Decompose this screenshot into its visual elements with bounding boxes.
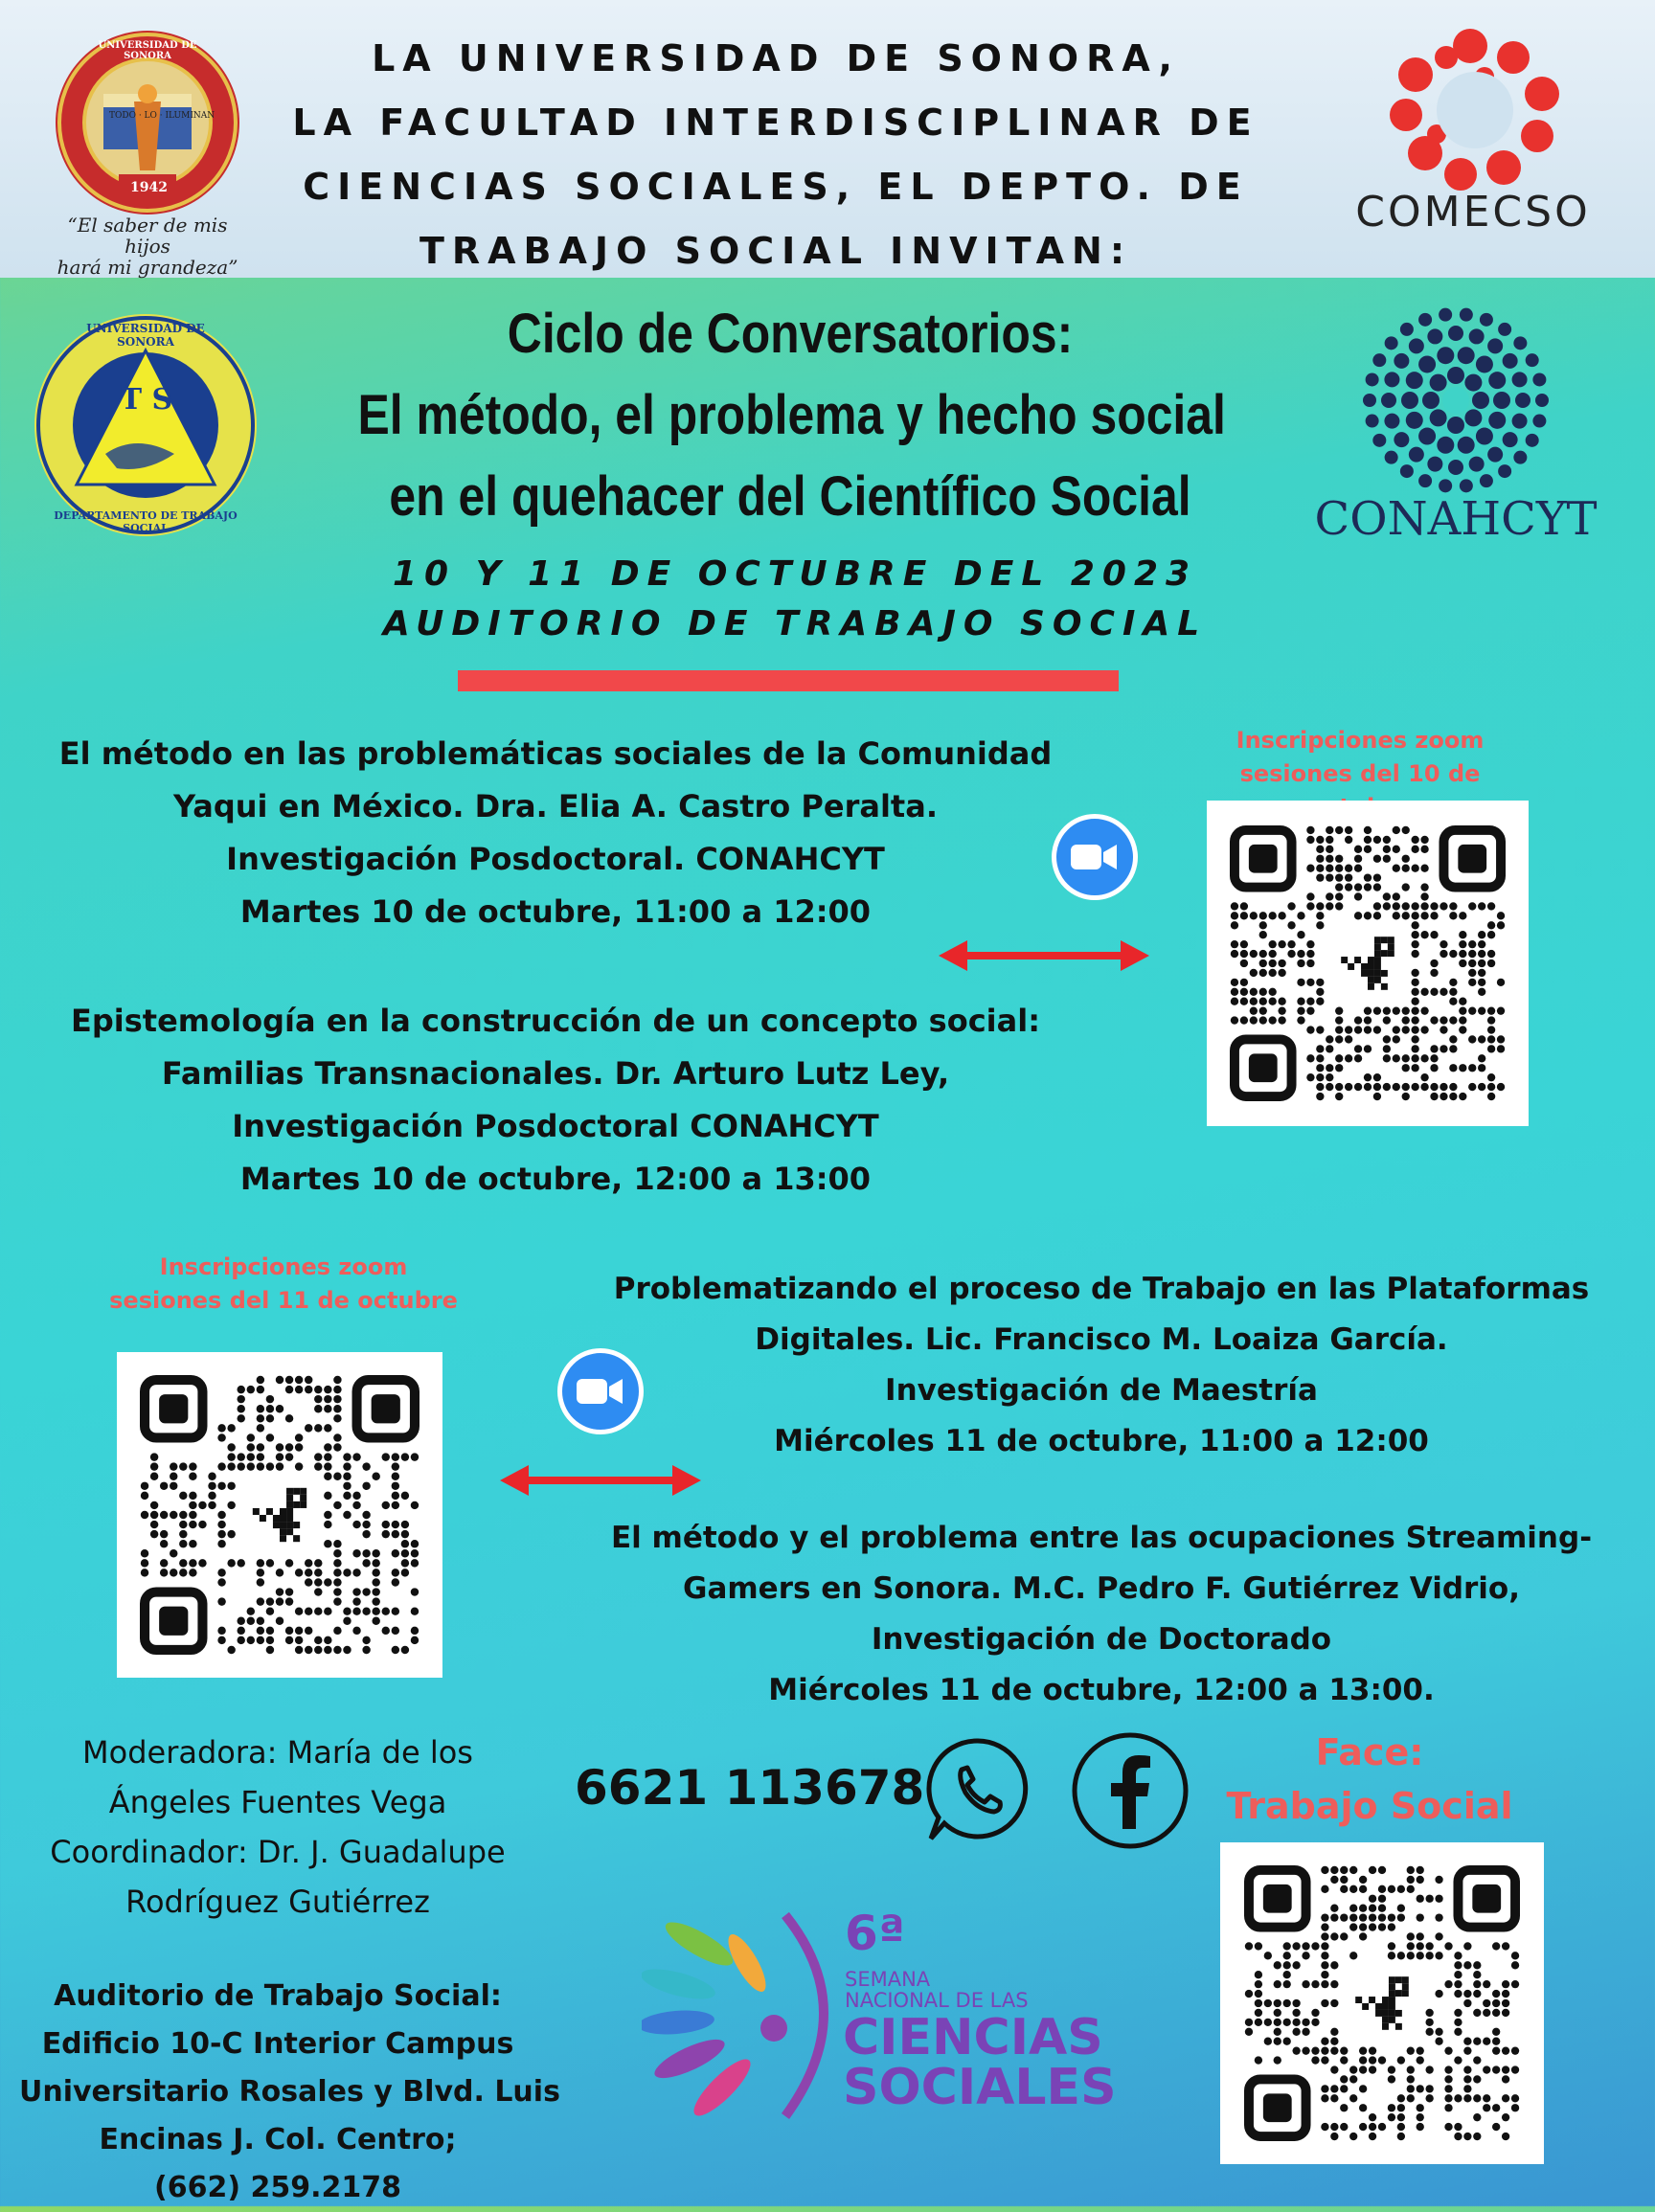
- event-title-line-3: en el quehacer del Científico Social: [389, 465, 1191, 528]
- address-line-4: Encinas J. Col. Centro;: [99, 2123, 457, 2156]
- staff-line-2: Ángeles Fuentes Vega: [108, 1784, 447, 1820]
- talk-2-line-4: Martes 10 de octubre, 12:00 a 13:00: [239, 1161, 872, 1197]
- talk-2-line-3: Investigación Posdoctoral CONAHCYT: [232, 1108, 879, 1144]
- talk-3: [575, 1264, 1628, 1467]
- comecso-swirl-icon: [1341, 19, 1599, 192]
- talk-3-line-1: Problematizando el proceso de Trabajo en las Plataformas: [613, 1272, 1590, 1306]
- dept-trabajo-social-logo: [31, 310, 261, 540]
- address-line-3: Universitario Rosales y Blvd. Luis: [19, 2075, 560, 2109]
- qr-facebook-graphic: [1220, 1842, 1544, 2164]
- qr-day2-graphic: [117, 1352, 442, 1678]
- event-date-venue: [364, 550, 1226, 649]
- zoom-icon-day1[interactable]: [1052, 814, 1138, 900]
- venue-address: [19, 1973, 560, 2212]
- whatsapp-glyph: [923, 1735, 1032, 1844]
- semana-number: 6ª: [845, 1906, 905, 1961]
- talk-4-line-1: El método y el problema entre las ocupaciones Streaming-: [610, 1521, 1593, 1555]
- unison-motto: [42, 214, 253, 278]
- talk-1-line-3: Investigación Posdoctoral. CONAHCYT: [226, 841, 885, 877]
- conahcyt-dots-icon: [1303, 305, 1609, 496]
- semana-line-1: SEMANA: [845, 1968, 931, 1991]
- conahcyt-name: CONAHCYT: [1314, 492, 1598, 546]
- talk-3-line-2: Digitales. Lic. Francisco M. Loaiza García.: [755, 1322, 1448, 1357]
- talk-3-line-4: Miércoles 11 de octubre, 11:00 a 12:00: [774, 1424, 1429, 1458]
- address-line-2: Edificio 10-C Interior Campus: [41, 2027, 514, 2061]
- facebook-icon[interactable]: [1069, 1729, 1191, 1852]
- event-date: 10 Y 11 DE OCTUBRE DEL 2023: [392, 554, 1198, 594]
- talk-1-line-2: Yaqui en México. Dra. Elia A. Castro Peralta.: [173, 788, 938, 824]
- dept-ring-bottom: DEPARTAMENTO DE TRABAJO SOCIAL: [54, 509, 238, 534]
- staff-line-4: Rodríguez Gutiérrez: [125, 1884, 430, 1920]
- staff-line-3: Coordinador: Dr. J. Guadalupe: [50, 1834, 506, 1870]
- staff-line-1: Moderadora: María de los: [82, 1734, 473, 1771]
- registration-day1-line-1: Inscripciones zoom: [1236, 727, 1485, 754]
- semana-line-2: NACIONAL DE LAS: [845, 1989, 1029, 2012]
- registration-day2-line-1: Inscripciones zoom: [159, 1253, 408, 1280]
- talk-4-line-4: Miércoles 11 de octubre, 12:00 a 13:00.: [768, 1673, 1435, 1707]
- whatsapp-icon[interactable]: [923, 1735, 1032, 1844]
- qr-code-day2[interactable]: [117, 1352, 442, 1678]
- registration-day1-line-2: sesiones del 10 de: [1239, 760, 1481, 787]
- talk-1: [29, 728, 1082, 938]
- registration-day2-label: [92, 1251, 475, 1318]
- event-title: [357, 293, 1226, 537]
- event-title-line-2: El método, el problema y hecho social: [357, 384, 1226, 446]
- unison-inner-text: TODO · LO · ILUMINAN: [109, 111, 215, 121]
- talk-4-line-3: Investigación de Doctorado: [871, 1622, 1332, 1657]
- unison-ring-text: UNIVERSIDAD DE SONORA: [98, 40, 197, 61]
- conahcyt-logo: [1303, 305, 1609, 553]
- double-arrow-day1-icon: [939, 937, 1149, 975]
- talk-4-line-2: Gamers en Sonora. M.C. Pedro F. Gutiérrez Vidrio,: [683, 1571, 1520, 1606]
- facebook-label-line-2: Trabajo Social: [1226, 1785, 1513, 1827]
- semana-petals-icon: [642, 1906, 862, 2126]
- dept-ring-top: UNIVERSIDAD DE SONORA: [86, 322, 205, 349]
- invite-line-3: CIENCIAS SOCIALES, EL DEPTO. DE: [303, 166, 1249, 208]
- talk-2: [29, 995, 1082, 1206]
- qr-day1-graphic: [1207, 801, 1529, 1126]
- double-arrow-day2-icon: [500, 1461, 701, 1500]
- video-camera-icon: [1071, 841, 1119, 873]
- semana-big-line-1: CIENCIAS: [843, 2009, 1103, 2066]
- comecso-logo: [1341, 19, 1599, 249]
- facebook-label: [1188, 1726, 1552, 1833]
- invite-line-1: LA UNIVERSIDAD DE SONORA,: [372, 37, 1180, 79]
- event-venue: AUDITORIO DE TRABAJO SOCIAL: [382, 604, 1208, 643]
- unison-motto-line-2: hará mi grandeza”: [57, 256, 238, 279]
- invite-line-4: TRABAJO SOCIAL INVITAN:: [419, 230, 1133, 272]
- talk-1-line-4: Martes 10 de octubre, 11:00 a 12:00: [239, 893, 872, 930]
- talk-4: [575, 1513, 1628, 1716]
- address-line-5: (662) 259.2178: [153, 2171, 401, 2204]
- event-title-line-1: Ciclo de Conversatorios:: [507, 303, 1074, 365]
- comecso-name: COMECSO: [1355, 188, 1591, 237]
- unison-year: 1942: [130, 180, 168, 195]
- talk-2-line-1: Epistemología en la construcción de un concepto social:: [71, 1003, 1040, 1039]
- talk-3-line-3: Investigación de Maestría: [885, 1373, 1318, 1408]
- facebook-glyph: [1069, 1729, 1191, 1852]
- invite-line-2: LA FACULTAD INTERDISCIPLINAR DE: [292, 102, 1259, 144]
- semana-big-line-2: SOCIALES: [843, 2059, 1117, 2116]
- qr-code-facebook[interactable]: [1220, 1842, 1544, 2164]
- talk-1-line-1: El método en las problemáticas sociales de la Comunidad: [58, 735, 1053, 772]
- facebook-label-line-1: Face:: [1315, 1731, 1424, 1773]
- dept-letters: T S: [120, 383, 173, 417]
- semana-big-text: [843, 2009, 1117, 2116]
- qr-code-day1[interactable]: [1207, 801, 1529, 1126]
- invite-text: [287, 27, 1264, 283]
- semana-small-text: [845, 1969, 1029, 2011]
- address-line-1: Auditorio de Trabajo Social:: [54, 1979, 502, 2013]
- divider-bar: [458, 670, 1119, 691]
- unison-seal: [42, 27, 253, 279]
- registration-day2-line-2: sesiones del 11 de octubre: [109, 1287, 458, 1314]
- talk-2-line-2: Familias Transnacionales. Dr. Arturo Lutz Ley,: [161, 1055, 950, 1092]
- semana-nacional-logo: [642, 1906, 1117, 2126]
- staff-info: [19, 1727, 536, 1927]
- unison-motto-line-1: “El saber de mis hijos: [67, 214, 228, 258]
- phone-number[interactable]: 6621 113678: [575, 1760, 925, 1816]
